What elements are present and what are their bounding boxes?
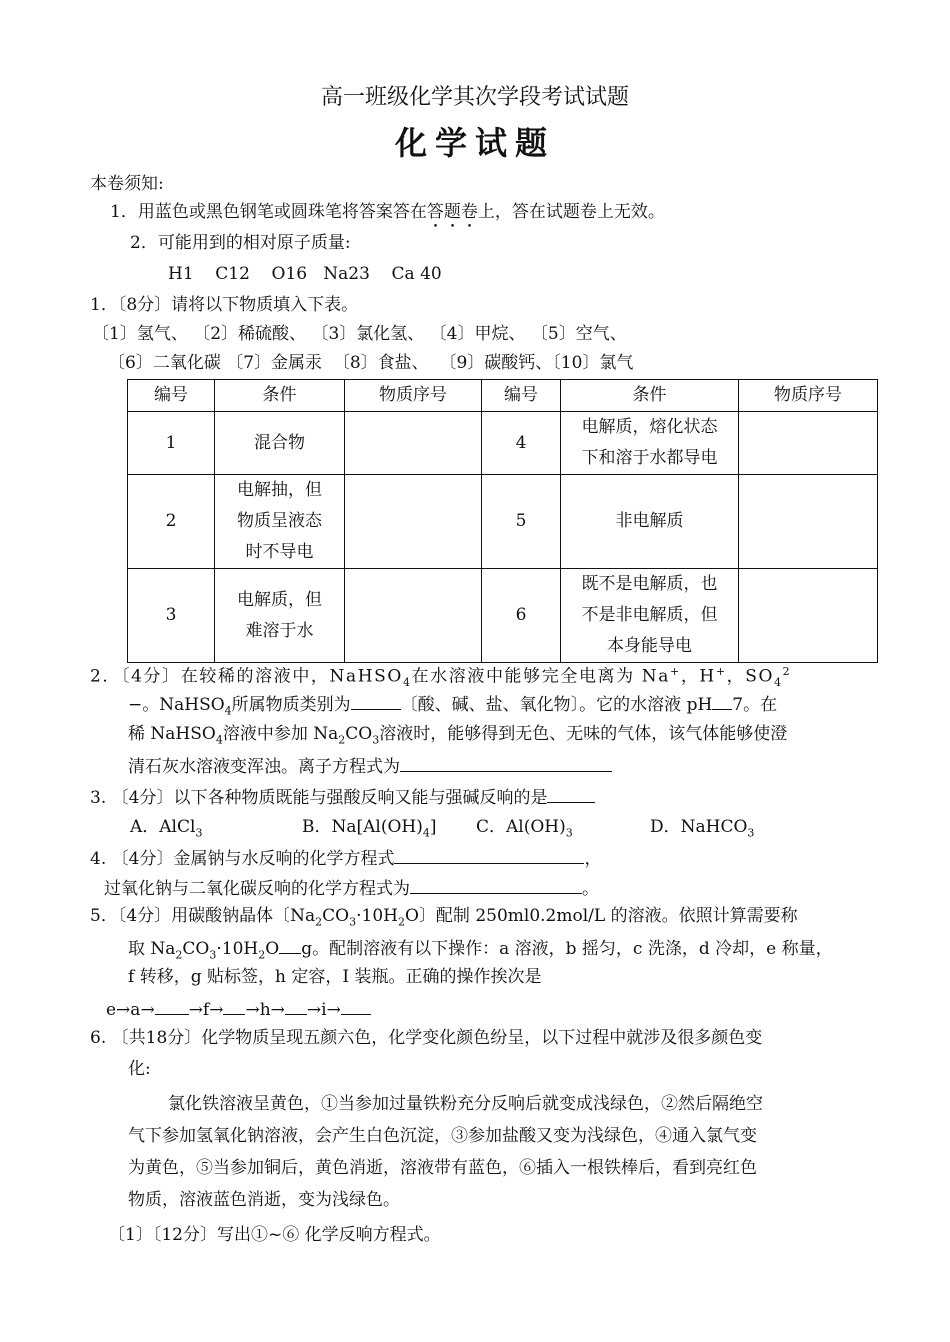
q3-option-a: A．AlCl$_3$ bbox=[130, 817, 203, 840]
table-row bbox=[128, 569, 878, 663]
q3-stem: 3. 〔4分〕以下各种物质既能与强酸反响又能与强碱反响的是 bbox=[90, 784, 595, 810]
answer-blank[interactable] bbox=[351, 691, 401, 710]
answer-blank[interactable] bbox=[223, 996, 245, 1015]
q2-line-4: 清石灰水溶液变浑浊。离子方程式为 bbox=[128, 753, 612, 779]
atomic-masses: H1 C12 O16 Na23 Ca 40 bbox=[168, 264, 442, 284]
q3-option-d: D．NaHCO$_3$ bbox=[650, 817, 755, 840]
q6-sub-question-1: 〔1〕〔12分〕写出①~⑥ 化学反响方程式。 bbox=[108, 1225, 441, 1245]
row-condition: 电解抽，但 物质呈液态 时不导电 bbox=[215, 475, 345, 569]
q4-line-2: 过氧化钠与二氧化碳反响的化学方程式为 。 bbox=[104, 875, 599, 901]
answer-blank[interactable] bbox=[279, 935, 301, 954]
q1-substances-line-1: 〔1〕氢气、 〔2〕稀硫酸、 〔3〕氯化氢、 〔4〕甲烷、 〔5〕空气、 bbox=[92, 324, 627, 344]
answer-blank[interactable] bbox=[547, 784, 595, 803]
answer-cell[interactable] bbox=[345, 569, 482, 663]
row-number: 4 bbox=[482, 412, 561, 475]
q6-paragraph-2: 气下参加氢氧化钠溶液，会产生白色沉淀，③参加盐酸又变为浅绿色，④通入氯气变 bbox=[128, 1126, 757, 1146]
notice-heading: 本卷须知: bbox=[90, 174, 164, 194]
q6-line-1: 6. 〔共18分〕化学物质呈现五颜六色，化学变化颜色纷呈，以下过程中就涉及很多颜色变 bbox=[90, 1028, 763, 1048]
answer-blank[interactable] bbox=[410, 875, 582, 894]
answer-blank[interactable] bbox=[394, 845, 584, 864]
table-row bbox=[128, 412, 878, 475]
q1-substances-line-2: 〔6〕二氧化碳 〔7〕金属汞 〔8〕食盐、 〔9〕碳酸钙、〔10〕氯气 bbox=[108, 353, 634, 373]
q1-classification-table bbox=[127, 379, 878, 663]
table-row bbox=[128, 475, 878, 569]
table-header-row bbox=[128, 380, 878, 412]
row-condition: 电解质，但 难溶于水 bbox=[215, 569, 345, 663]
q5-line-1: 5．〔4分〕用碳酸钠晶体〔$Na_2CO_3\cdot 10H_2O$〕配制 250ml0.2mol/L 的溶液。依照计算需要称 bbox=[90, 906, 798, 929]
q3-option-b: B．$Na[Al(OH)_4]$ bbox=[302, 817, 437, 840]
exam-subtitle: 化学试题 bbox=[394, 124, 555, 162]
header-condition-2: 条件 bbox=[561, 380, 739, 412]
q6-paragraph-3: 为黄色，⑤当参加铜后，黄色消逝，溶液带有蓝色，⑥插入一根铁棒后，看到亮红色 bbox=[128, 1158, 757, 1178]
answer-cell[interactable] bbox=[739, 412, 878, 475]
emphasized-answer-sheet: 答题卷 bbox=[426, 202, 478, 222]
header-substance-2: 物质序号 bbox=[739, 380, 878, 412]
row-condition: 混合物 bbox=[215, 412, 345, 475]
q2-line-3: 稀 NaHSO$_4$溶液中参加 $Na_2CO_3$溶液时，能够得到无色、无味的气体，该气体能够使澄 bbox=[128, 724, 788, 747]
row-number: 1 bbox=[128, 412, 215, 475]
q1-stem: 1．〔8分〕请将以下物质填入下表。 bbox=[90, 295, 359, 315]
answer-cell[interactable] bbox=[739, 569, 878, 663]
q5-sequence: e→a→ →f→ →h→ →i→ bbox=[106, 996, 371, 1022]
header-number: 编号 bbox=[128, 380, 215, 412]
q6-paragraph-1: 氯化铁溶液呈黄色，①当参加过量铁粉充分反响后就变成浅绿色，②然后隔绝空 bbox=[168, 1094, 763, 1114]
q6-line-2: 化: bbox=[128, 1059, 151, 1079]
row-condition: 电解质，熔化状态 下和溶于水都导电 bbox=[561, 412, 739, 475]
answer-cell[interactable] bbox=[739, 475, 878, 569]
header-condition: 条件 bbox=[215, 380, 345, 412]
q6-paragraph-4: 物质，溶液蓝色消逝，变为浅绿色。 bbox=[128, 1190, 400, 1210]
answer-blank[interactable] bbox=[155, 996, 189, 1015]
q4-line-1: 4. 〔4分〕金属钠与水反响的化学方程式 ， bbox=[90, 845, 601, 871]
exam-title: 高一班级化学其次学段考试试题 bbox=[320, 85, 629, 110]
q5-line-2: 取 $Na_2CO_3\cdot 10H_2O$ g。配制溶液有以下操作：a 溶液，b 摇匀，c 洗涤，d 冷却，e 称量， bbox=[128, 935, 833, 967]
answer-blank[interactable] bbox=[285, 996, 307, 1015]
q3-option-c: C．$Al(OH)_3$ bbox=[476, 817, 573, 840]
notice-item-2: 2．可能用到的相对原子质量: bbox=[130, 233, 351, 253]
row-condition: 既不是电解质，也 不是非电解质，但 本身能导电 bbox=[561, 569, 739, 663]
answer-blank[interactable] bbox=[712, 691, 732, 710]
row-condition: 非电解质 bbox=[561, 475, 739, 569]
row-number: 5 bbox=[482, 475, 561, 569]
q5-line-3: f 转移，g 贴标签，h 定容，I 装瓶。正确的操作挨次是 bbox=[128, 967, 542, 987]
notice-item-1: 1．用蓝色或黑色钢笔或圆珠笔将答案答在答题卷上，答在试题卷上无效。 bbox=[110, 202, 665, 222]
answer-cell[interactable] bbox=[345, 412, 482, 475]
row-number: 3 bbox=[128, 569, 215, 663]
answer-cell[interactable] bbox=[345, 475, 482, 569]
answer-blank[interactable] bbox=[341, 996, 371, 1015]
answer-blank[interactable] bbox=[400, 753, 612, 772]
row-number: 2 bbox=[128, 475, 215, 569]
header-number-2: 编号 bbox=[482, 380, 561, 412]
q2-line-1: 2．〔4分〕在较稀的溶液中，NaHSO$_4$在水溶液中能够完全电离为 Na+，H+，$SO_4^2$ bbox=[90, 665, 792, 690]
header-substance: 物质序号 bbox=[345, 380, 482, 412]
q2-line-2: −。NaHSO$_4$所属物质类别为 〔酸、碱、盐、氧化物〕。它的水溶液 pH 7。在 bbox=[128, 691, 777, 723]
row-number: 6 bbox=[482, 569, 561, 663]
